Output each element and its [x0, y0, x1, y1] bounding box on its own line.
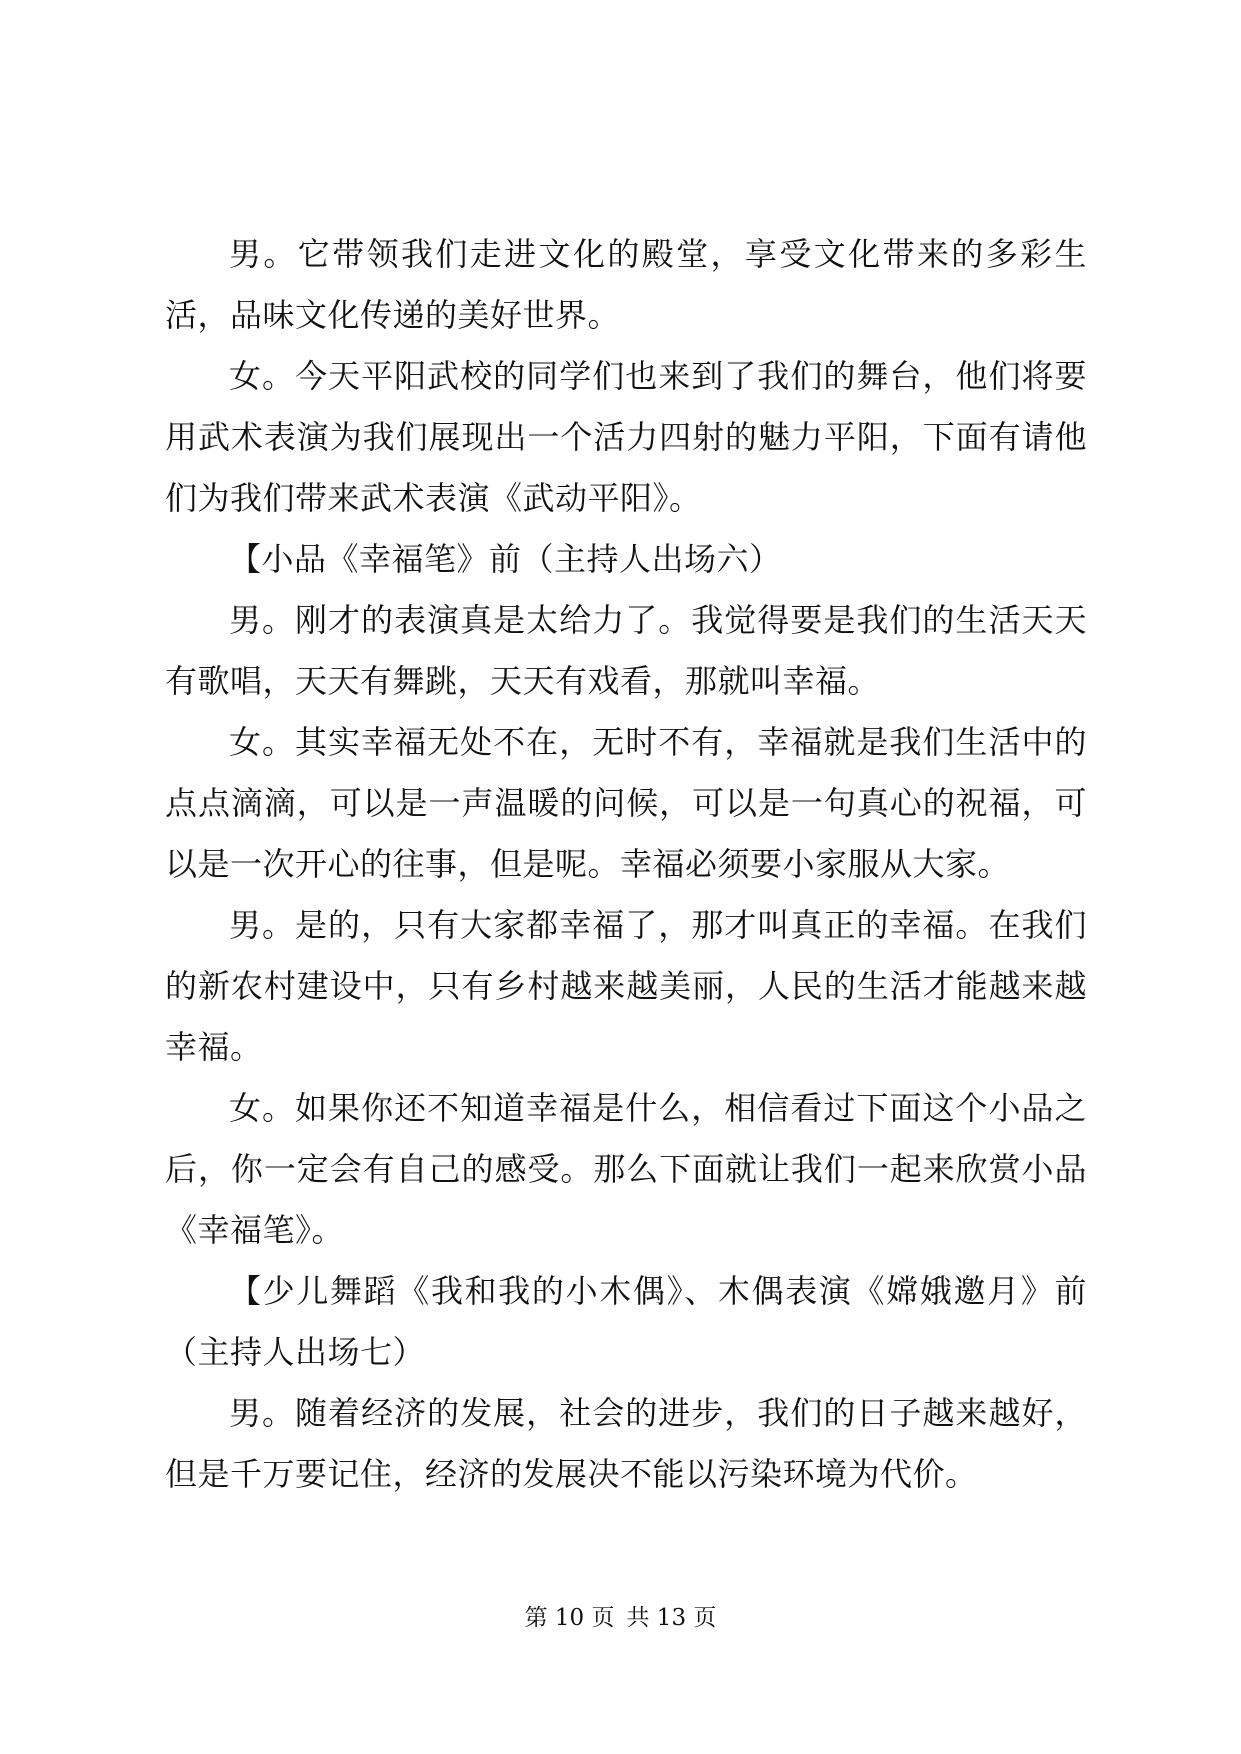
page-footer [0, 1603, 1241, 1633]
paragraph: 男。它带领我们走进文化的殿堂，享受文化带来的多彩生活，品味文化传递的美好世界。 [165, 235, 1087, 334]
paragraph: 男。随着经济的发展，社会的进步，我们的日子越来越好，但是千万要记住，经济的发展决不能以污染环境为代价。 [165, 1394, 1087, 1493]
paragraph: 男。是的，只有大家都幸福了，那才叫真正的幸福。在我们的新农村建设中，只有乡村越来越美丽，人民的生活才能越来越幸福。 [165, 906, 1087, 1066]
paragraph: 男。刚才的表演真是太给力了。我觉得要是我们的生活天天有歌唱，天天有舞跳，天天有戏看，那就叫幸福。 [165, 601, 1087, 700]
paragraph: 女。如果你还不知道幸福是什么，相信看过下面这个小品之后，你一定会有自己的感受。那么下面就让我们一起来欣赏小品《幸福笔》。 [165, 1089, 1087, 1249]
paragraph: 女。今天平阳武校的同学们也来到了我们的舞台，他们将要用武术表演为我们展现出一个活力四射的魅力平阳，下面有请他们为我们带来武术表演《武动平阳》。 [165, 357, 1087, 517]
section-heading: 【小品《幸福笔》前（主持人出场六） [229, 540, 782, 578]
document-body [165, 224, 1087, 1505]
paragraph: 女。其实幸福无处不在，无时不有，幸福就是我们生活中的点点滴滴，可以是一声温暖的问候，可以是一句真心的祝福，可以是一次开心的往事，但是呢。幸福必须要小家服从大家。 [165, 723, 1087, 883]
page-total: 共 13 页 [626, 1605, 717, 1631]
section-heading: 【少儿舞蹈《我和我的小木偶》、木偶表演《嫦娥邀月》前（主持人出场七） [165, 1272, 1087, 1371]
page-number: 第 10 页 [524, 1605, 615, 1631]
